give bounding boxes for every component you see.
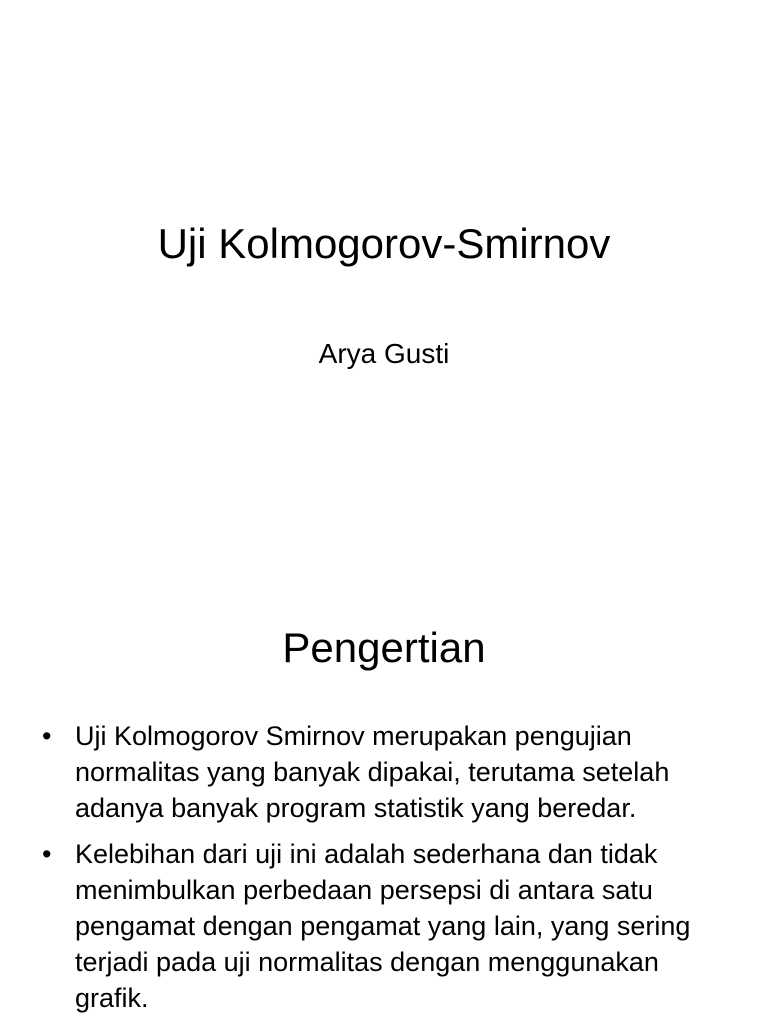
bullet-text: Uji Kolmogorov Smirnov merupakan pengujian normalitas yang banyak dipakai, terutama setelah adanya banyak program statistik yang beredar.	[75, 721, 670, 823]
bullet-item	[0, 718, 768, 826]
bullet-item	[0, 836, 768, 1016]
bullet-text: Kelebihan dari uji ini adalah sederhana dan tidak menimbulkan perbedaan persepsi di antara satu pengamat dengan pengamat yang lain, yang sering terjadi pada uji normalitas dengan menggunakan grafik.	[75, 839, 691, 1013]
slide-subtitle: Arya Gusti	[318, 338, 450, 369]
slide-title: Uji Kolmogorov-Smirnov	[157, 220, 611, 267]
slide-heading: Pengertian	[282, 624, 486, 671]
bullet-icon: •	[42, 839, 52, 869]
content-slide	[0, 576, 768, 1024]
bullet-list	[0, 718, 768, 1024]
bullet-icon: •	[42, 721, 52, 751]
